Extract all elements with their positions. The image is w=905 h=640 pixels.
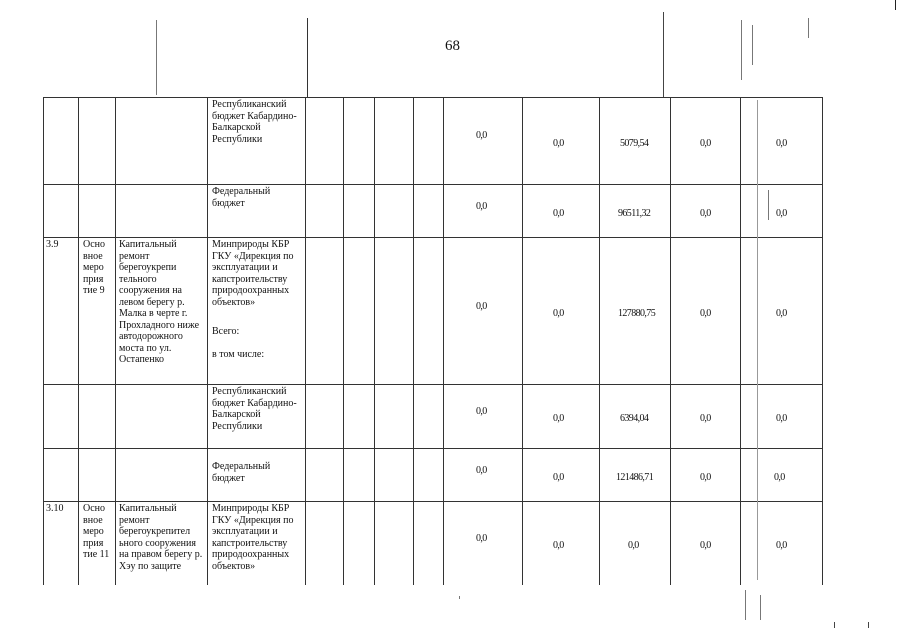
value-cell: 0,0 (553, 472, 564, 483)
scan-artifact (663, 12, 664, 97)
value-cell: 0,0 (700, 413, 711, 424)
value-cell: 0,0 (476, 201, 487, 212)
value-cell: 0,0 (700, 540, 711, 551)
value-cell: 0,0 (700, 208, 711, 219)
scan-artifact (895, 0, 896, 10)
value-cell: 121486,71 (616, 472, 654, 483)
page-number: 68 (445, 38, 460, 54)
value-cell: 0,0 (774, 472, 785, 483)
scan-artifact (757, 100, 758, 580)
scan-artifact (768, 190, 769, 220)
value-cell: 96511,32 (618, 208, 651, 219)
value-cell: 0,0 (776, 413, 787, 424)
executor-cell: Минприроды КБР ГКУ «Дирекция по эксплуатации и капстроительству природоохранных объектов» (212, 239, 294, 308)
scan-artifact (745, 590, 746, 620)
value-cell: 0,0 (553, 540, 564, 551)
including-label: в том числе: (212, 349, 265, 360)
scan-artifact (760, 595, 761, 620)
total-label: Всего: (212, 326, 240, 337)
scan-artifact (834, 622, 835, 628)
value-cell: 0,0 (776, 308, 787, 319)
scan-artifact (741, 20, 742, 80)
scan-artifact (808, 18, 809, 38)
value-cell: 0,0 (628, 540, 639, 551)
executor-cell: Федеральный бюджет (212, 186, 271, 209)
executor-cell: Республиканский бюджет Кабардино-Балкарской Республики (212, 386, 297, 432)
value-cell: 0,0 (776, 208, 787, 219)
measure-name-cell: Капитальный ремонт берегоукрепител ьного сооружения на правом берегу р. Хэу по защите (119, 503, 203, 572)
executor-cell: Минприроды КБР ГКУ «Дирекция по эксплуатации и капстроительству природоохранных объектов» (212, 503, 294, 572)
row-number: 3.9 (46, 239, 59, 250)
value-cell: 0,0 (476, 406, 487, 417)
value-cell: 0,0 (700, 472, 711, 483)
scan-artifact (868, 622, 869, 628)
measure-type-cell: Осно вное меро прия тие 9 (83, 239, 106, 296)
scan-artifact (459, 596, 460, 599)
value-cell: 0,0 (553, 413, 564, 424)
value-cell: 0,0 (776, 138, 787, 149)
value-cell: 0,0 (476, 465, 487, 476)
value-cell: 0,0 (476, 533, 487, 544)
value-cell: 0,0 (553, 308, 564, 319)
measure-name-cell: Капитальный ремонт берегоукрепи тельного сооружения на левом берегу р. Малка в черте г. Прохладного ниже автодорожного моста по ул. Остапенко (119, 239, 200, 365)
value-cell: 127880,75 (618, 308, 656, 319)
executor-cell: Республиканский бюджет Кабардино-Балкарской Республики (212, 99, 297, 145)
value-cell: 0,0 (553, 208, 564, 219)
value-cell: 0,0 (776, 540, 787, 551)
scan-artifact (156, 20, 157, 95)
measure-type-cell: Осно вное меро прия тие 11 (83, 503, 110, 560)
row-number: 3.10 (46, 503, 64, 514)
value-cell: 0,0 (553, 138, 564, 149)
value-cell: 0,0 (476, 301, 487, 312)
scan-artifact (307, 18, 308, 97)
value-cell: 0,0 (700, 308, 711, 319)
value-cell: 5079,54 (620, 138, 649, 149)
value-cell: 0,0 (700, 138, 711, 149)
value-cell: 0,0 (476, 130, 487, 141)
scan-artifact (752, 25, 753, 65)
value-cell: 6394,04 (620, 413, 649, 424)
executor-cell: Федеральный бюджет (212, 461, 271, 484)
